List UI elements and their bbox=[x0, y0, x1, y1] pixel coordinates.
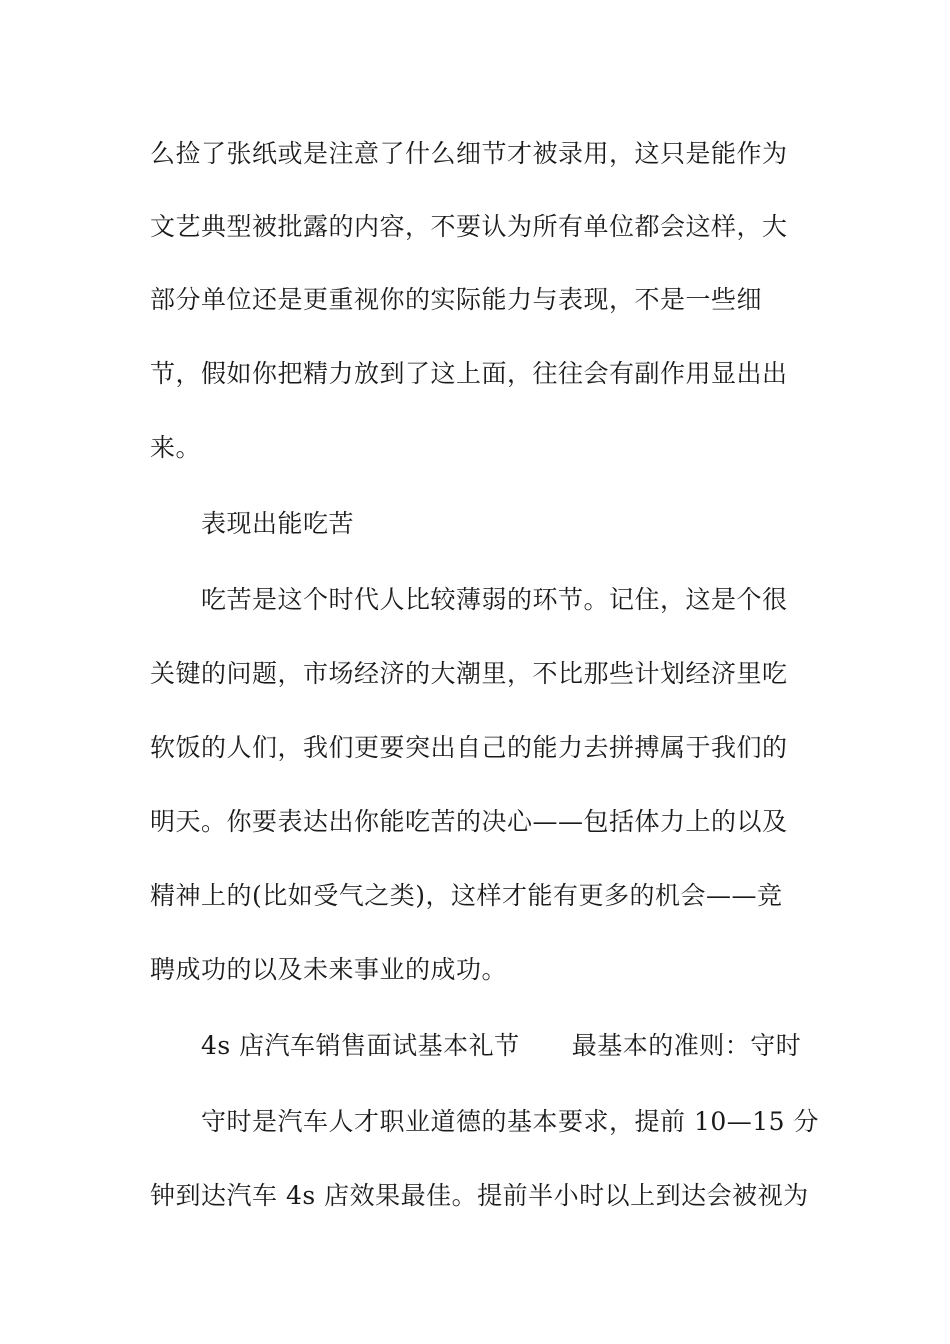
heading-part: 4s 店汽车销售面试基本礼节 bbox=[201, 1031, 520, 1060]
paragraph-line: 钟到达汽车 4s 店效果最佳。提前半小时以上到达会被视为 bbox=[150, 1181, 809, 1210]
heading-part: 最基本的准则：守时 bbox=[571, 1031, 802, 1060]
paragraph-line: 明天。你要表达出你能吃苦的决心——包括体力上的以及 bbox=[150, 807, 788, 836]
paragraph-line: 守时是汽车人才职业道德的基本要求，提前 10—15 分 bbox=[201, 1107, 820, 1136]
paragraph-line: 吃苦是这个时代人比较薄弱的环节。记住，这是个很 bbox=[201, 585, 788, 614]
paragraph-line: 聘成功的以及未来事业的成功。 bbox=[150, 955, 508, 984]
section-heading: 表现出能吃苦 bbox=[201, 509, 355, 538]
paragraph-line: 节，假如你把精力放到了这上面，往往会有副作用显出出 bbox=[150, 359, 788, 388]
paragraph-line: 么捡了张纸或是注意了什么细节才被录用，这只是能作为 bbox=[150, 139, 788, 168]
section-heading bbox=[201, 1030, 861, 1062]
paragraph-line: 文艺典型被批露的内容，不要认为所有单位都会这样，大 bbox=[150, 212, 788, 241]
paragraph-line: 来。 bbox=[150, 433, 202, 462]
paragraph-line: 软饭的人们，我们更要突出自己的能力去拼搏属于我们的 bbox=[150, 733, 788, 762]
paragraph-line: 关键的问题，市场经济的大潮里，不比那些计划经济里吃 bbox=[150, 659, 788, 688]
paragraph-line: 精神上的(比如受气之类)，这样才能有更多的机会——竞 bbox=[150, 881, 783, 910]
paragraph-line: 部分单位还是更重视你的实际能力与表现，不是一些细 bbox=[150, 285, 763, 314]
